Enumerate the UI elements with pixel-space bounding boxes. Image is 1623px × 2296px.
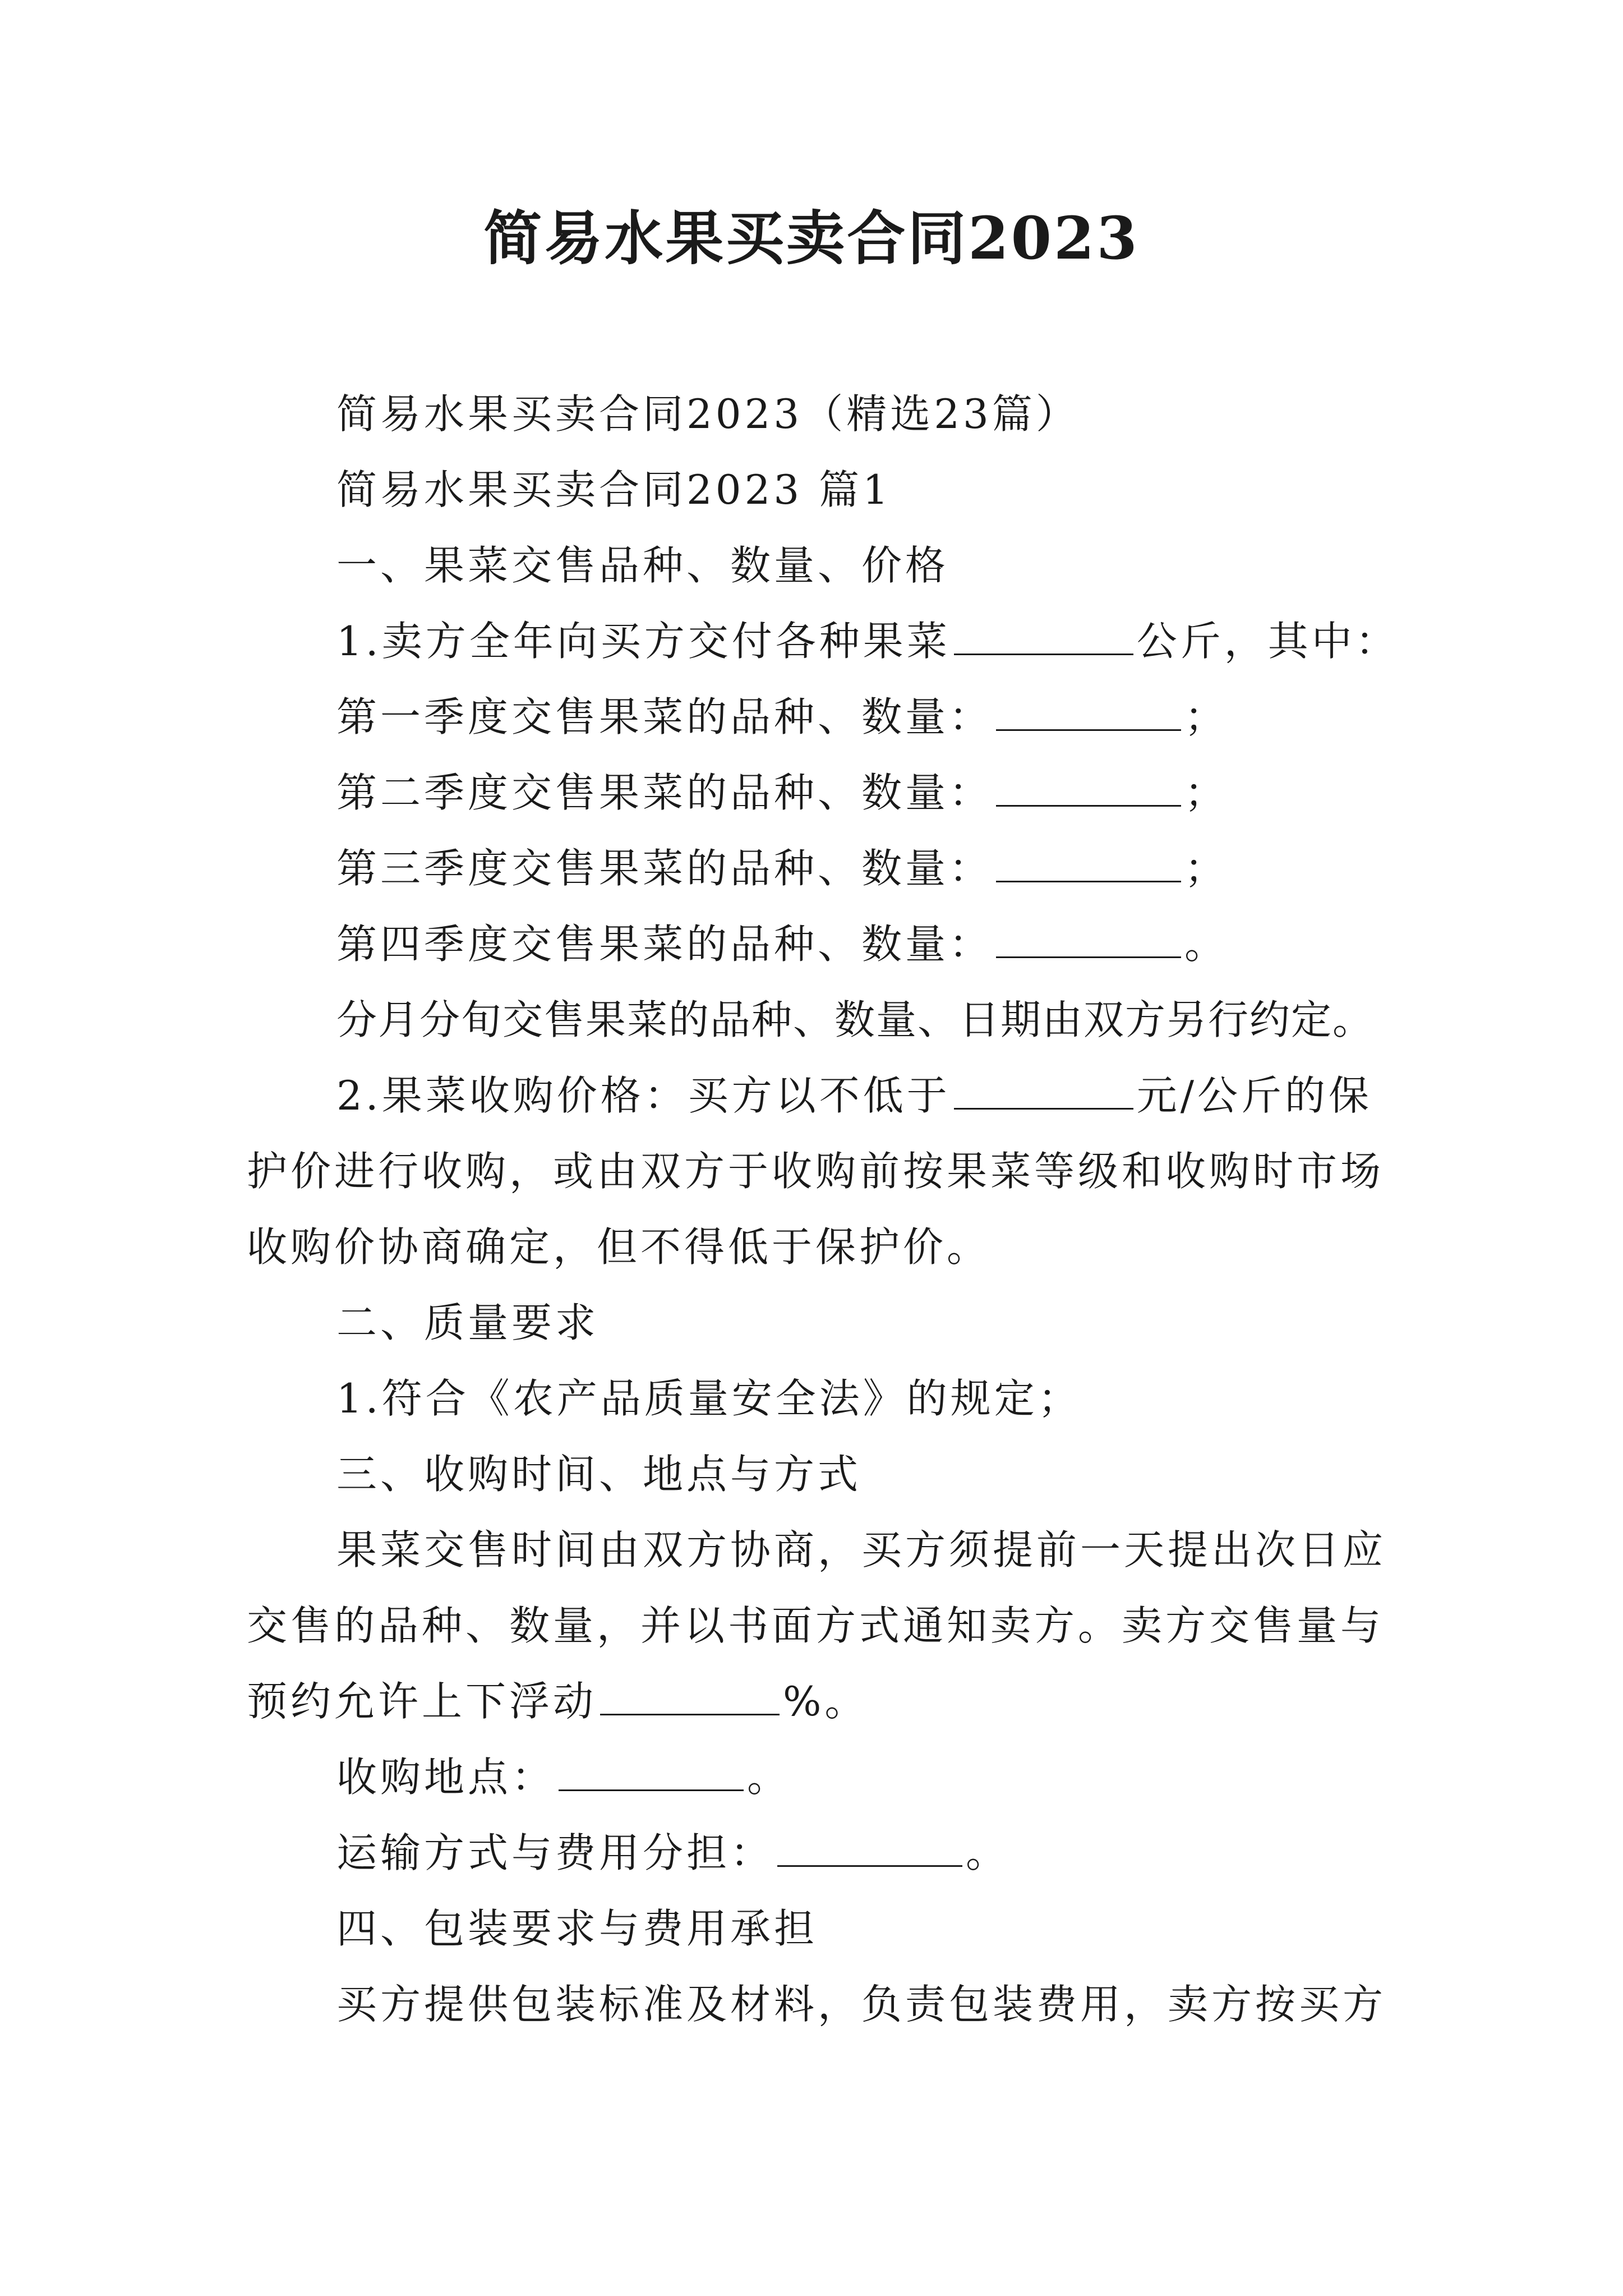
- fill-in-blank-q4[interactable]: [996, 917, 1181, 958]
- clause-heading-4: 四、包装要求与费用承担: [336, 1905, 818, 1952]
- paragraph-schedule-cont1: 交售的品种、数量，并以书面方式通知卖方。卖方交售量与: [247, 1602, 1385, 1649]
- text-segment: 。: [966, 1829, 1010, 1876]
- paragraph-q4: [336, 917, 1228, 971]
- text-segment: 。: [1184, 921, 1229, 968]
- text-segment: 收购地点：: [336, 1754, 556, 1801]
- clause-heading-2: 二、质量要求: [336, 1299, 600, 1346]
- paragraph-schedule: 果菜交售时间由双方协商，买方须提前一天提出次日应: [336, 1526, 1387, 1573]
- text-segment: 公斤，其中：: [1136, 618, 1399, 665]
- paragraph-q2: [336, 766, 1228, 820]
- section-heading-part1: 简易水果买卖合同2023 篇1: [336, 466, 892, 513]
- fill-in-blank-kg[interactable]: [954, 614, 1133, 655]
- paragraph-quality: 1.符合《农产品质量安全法》的规定；: [336, 1375, 1082, 1422]
- paragraph-annual-quantity: [336, 614, 1399, 668]
- text-segment: 第二季度交售果菜的品种、数量：: [336, 769, 993, 816]
- document-title: 简易水果买卖合同2023: [483, 204, 1140, 273]
- paragraph-monthly: 分月分旬交售果菜的品种、数量、日期由双方另行约定。: [336, 996, 1375, 1043]
- paragraph-price-cont1: 护价进行收购，或由双方于收购前按果菜等级和收购时市场: [247, 1148, 1385, 1195]
- text-segment: 2.果菜收购价格：买方以不低于: [336, 1072, 951, 1119]
- fill-in-blank-q1[interactable]: [996, 690, 1181, 731]
- text-segment: 第一季度交售果菜的品种、数量：: [336, 693, 993, 740]
- clause-heading-1: 一、果菜交售品种、数量、价格: [336, 542, 949, 589]
- paragraph-q3: [336, 841, 1228, 895]
- fill-in-blank-location[interactable]: [559, 1750, 744, 1791]
- text-segment: 运输方式与费用分担：: [336, 1829, 774, 1876]
- paragraph-price-cont2: 收购价协商确定，但不得低于保护价。: [247, 1223, 991, 1271]
- text-segment: ；: [1184, 769, 1229, 816]
- paragraph-location: [336, 1750, 791, 1804]
- text-segment: ；: [1184, 693, 1229, 740]
- text-segment: 第四季度交售果菜的品种、数量：: [336, 921, 993, 968]
- fill-in-blank-q3[interactable]: [996, 841, 1181, 882]
- text-segment: %。: [783, 1678, 869, 1725]
- text-segment: 元/公斤的保: [1136, 1072, 1372, 1119]
- paragraph-schedule-cont2: [247, 1674, 868, 1728]
- text-segment: 预约允许上下浮动: [247, 1678, 597, 1725]
- paragraph-transport: [336, 1826, 1009, 1880]
- paragraph-q1: [336, 690, 1228, 744]
- fill-in-blank-price[interactable]: [954, 1069, 1133, 1110]
- paragraph-packaging: 买方提供包装标准及材料，负责包装费用，卖方按买方: [336, 1981, 1387, 2028]
- paragraph-price: [336, 1069, 1372, 1122]
- text-segment: 第三季度交售果菜的品种、数量：: [336, 845, 993, 892]
- text-segment: 1.卖方全年向买方交付各种果菜: [336, 618, 951, 665]
- clause-heading-3: 三、收购时间、地点与方式: [336, 1451, 862, 1498]
- fill-in-blank-transport[interactable]: [777, 1826, 962, 1867]
- fill-in-blank-q2[interactable]: [996, 766, 1181, 807]
- text-segment: 。: [747, 1754, 791, 1801]
- text-segment: ；: [1184, 845, 1229, 892]
- fill-in-blank-percent[interactable]: [600, 1674, 780, 1715]
- subtitle-collection: 简易水果买卖合同2023（精选23篇）: [336, 390, 1080, 438]
